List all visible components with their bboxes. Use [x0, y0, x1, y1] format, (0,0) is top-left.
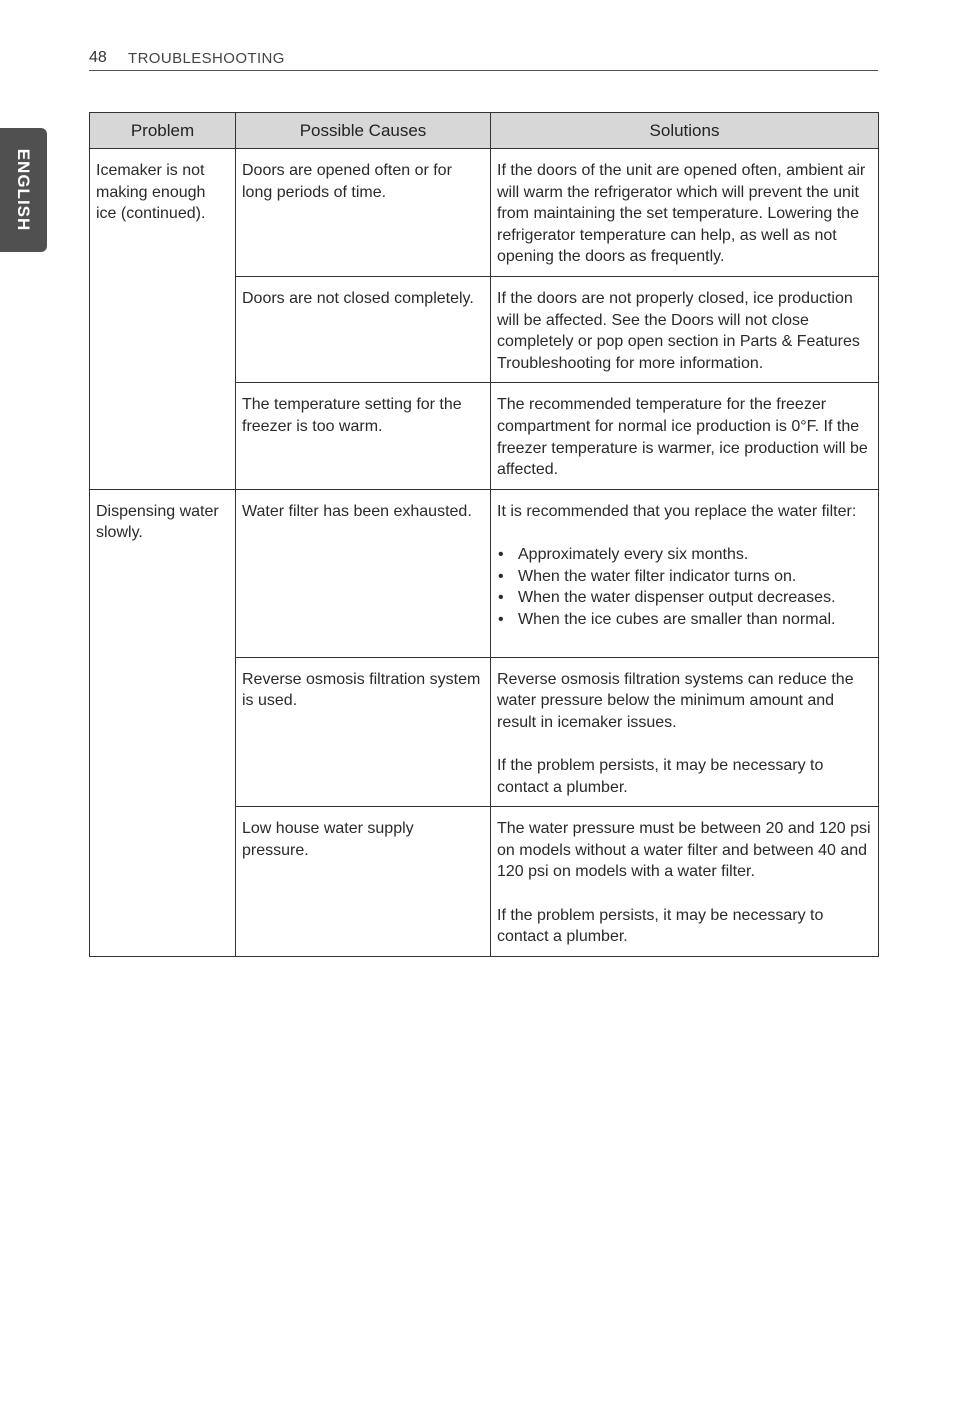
cause-cell: Reverse osmosis filtration system is used.	[236, 657, 491, 807]
section-title: TROUBLESHOOTING	[128, 50, 285, 67]
solution-cell: If the doors are not properly closed, ice production will be affected. See the Doors will not close completely or pop open section in Parts & Features Troubleshooting for more information.	[491, 276, 879, 382]
problem-cell: Icemaker is not making enough ice (continued).	[90, 149, 236, 490]
solution-cell	[491, 489, 879, 657]
solution-cell: If the doors of the unit are opened often, ambient air will warm the refrigerator which will prevent the unit from maintaining the set temperature. Lowering the refrigerator temperature can help, as well as not opening the doors as frequently.	[491, 149, 879, 277]
list-item: • Approximately every six months.	[497, 544, 872, 566]
cause-cell: Low house water supply pressure.	[236, 807, 491, 957]
cause-cell: Water filter has been exhausted.	[236, 489, 491, 657]
solution-bullet-list	[497, 544, 872, 630]
solution-intro: It is recommended that you replace the water filter:	[497, 502, 857, 520]
paragraph-spacer	[497, 883, 872, 905]
list-item: • When the ice cubes are smaller than normal.	[497, 609, 872, 631]
page-number: 48	[89, 49, 107, 66]
problem-cell: Dispensing water slowly.	[90, 489, 236, 956]
header-problem: Problem	[90, 113, 236, 149]
solution-followup: If the problem persists, it may be necessary to contact a plumber.	[497, 757, 824, 796]
solution-followup: If the problem persists, it may be necessary to contact a plumber.	[497, 906, 824, 946]
cause-cell: Doors are not closed completely.	[236, 276, 491, 382]
language-tab	[0, 128, 47, 252]
header-possible-causes: Possible Causes	[236, 113, 491, 149]
solution-cell: The recommended temperature for the freezer compartment for normal ice production is 0°F. If the freezer temperature is warmer, ice production will be affected.	[491, 383, 879, 489]
table-row	[90, 149, 879, 277]
solution-cell	[491, 807, 879, 957]
solution-cell	[491, 657, 879, 807]
page-header	[89, 48, 878, 71]
troubleshooting-table	[89, 112, 879, 957]
paragraph-spacer	[497, 734, 872, 756]
solution-text: The water pressure must be between 20 and 120 psi on models without a water filter and between 40 and 120 psi on models with a water filter.	[497, 820, 871, 881]
cause-cell: Doors are opened often or for long periods of time.	[236, 149, 491, 277]
header-solutions: Solutions	[491, 113, 879, 149]
solution-text: Reverse osmosis filtration systems can reduce the water pressure below the minimum amount and result in icemaker issues.	[497, 670, 854, 731]
paragraph-spacer	[497, 522, 872, 544]
list-item: • When the water filter indicator turns on.	[497, 566, 872, 588]
table-header-row	[90, 113, 879, 149]
list-item: • When the water dispenser output decreases.	[497, 587, 872, 609]
cause-cell: The temperature setting for the freezer is too warm.	[236, 383, 491, 489]
language-tab-label: ENGLISH	[14, 148, 33, 232]
table-row	[90, 489, 879, 657]
